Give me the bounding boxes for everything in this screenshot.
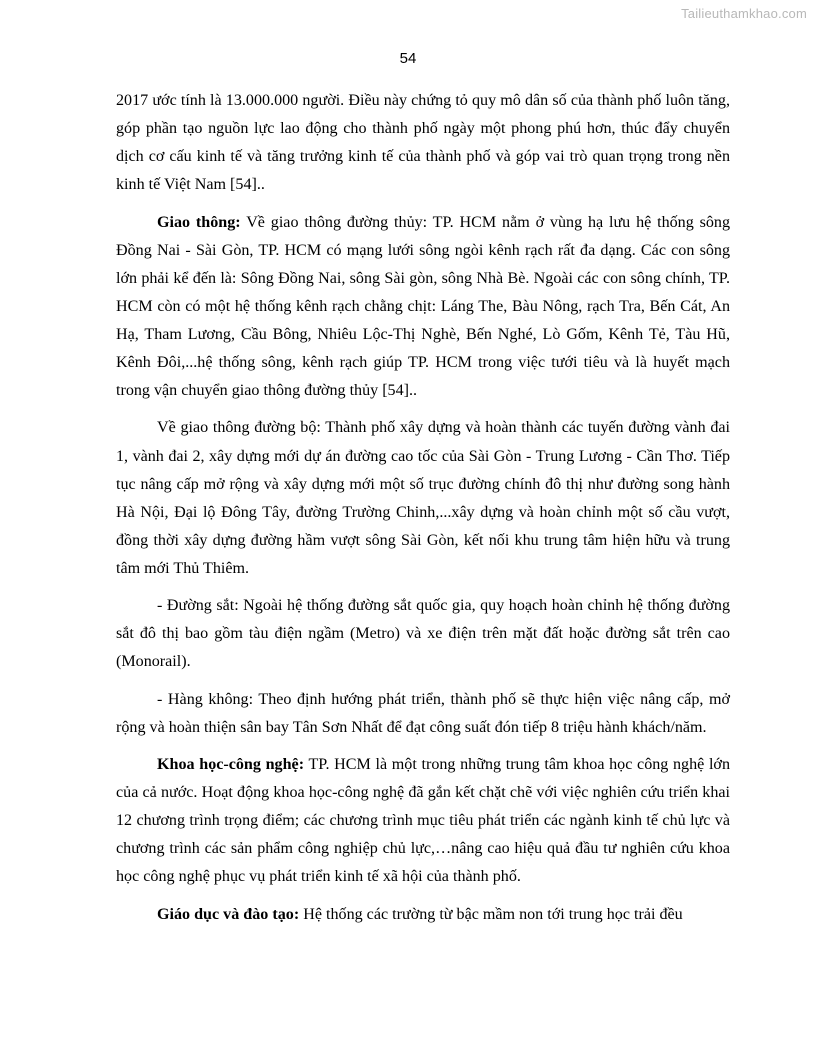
paragraph-text: 2017 ước tính là 13.000.000 người. Điều này chứng tỏ quy mô dân số của thành phố luôn tăng, góp phần tạo nguồn lực lao động cho thành phố ngày một phong phú hơn, thúc đẩy chuyển dịch cơ cấu kinh tế và tăng trưởng kinh tế của thành phố và góp vai trò quan trọng trong nền kinh tế Việt Nam [54].. — [116, 92, 730, 194]
paragraph-railway — [116, 592, 730, 676]
paragraph-population — [116, 87, 730, 199]
paragraph-text: - Hàng không: Theo định hướng phát triển, thành phố sẽ thực hiện việc nâng cấp, mở rộng và hoàn thiện sân bay Tân Sơn Nhất để đạt công suất đón tiếp 8 triệu hành khách/năm. — [116, 690, 730, 736]
page-number: 54 — [399, 50, 417, 67]
paragraph-text: Về giao thông đường thủy: TP. HCM nằm ở vùng hạ lưu hệ thống sông Đồng Nai - Sài Gòn, TP. HCM có mạng lưới sông ngòi kênh rạch rất đa dạng. Các con sông lớn phải kể đến là: Sông Đồng Nai, sông Sài gòn, sông Nhà Bè. Ngoài các con sông chính, TP. HCM còn có một hệ thống kênh rạch chằng chịt: Láng The, Bàu Nông, rạch Tra, Bến Cát, An Hạ, Tham Lương, Cầu Bông, Nhiêu Lộc-Thị Nghè, Bến Nghé, Lò Gốm, Kênh Tẻ, Tàu Hũ, Kênh Đôi,...hệ thống sông, kênh rạch giúp TP. HCM trong việc tưới tiêu và là huyết mạch trong vận chuyển giao thông đường thủy [54].. — [116, 213, 730, 400]
paragraph-text: Về giao thông đường bộ: Thành phố xây dựng và hoàn thành các tuyến đường vành đai 1, vành đai 2, xây dựng mới dự án đường cao tốc của Sài Gòn - Trung Lương - Cần Thơ. Tiếp tục nâng cấp mở rộng và xây dựng mới một số trục đường chính đô thị như đường song hành Hà Nội, Đại lộ Đông Tây, đường Trường Chinh,...xây dựng và hoàn chỉnh một số cầu vượt, đồng thời xây dựng đường hầm vượt sông Sài Gòn, kết nối khu trung tâm hiện hữu và trung tâm mới Thủ Thiêm. — [116, 419, 730, 577]
document-body — [116, 87, 730, 938]
paragraph-aviation — [116, 686, 730, 742]
paragraph-text: Hệ thống các trường từ bậc mầm non tới trung học trải đều — [299, 905, 683, 923]
watermark: Tailieuthamkhao.com — [681, 6, 807, 21]
paragraph-education — [116, 901, 730, 929]
paragraph-transport — [116, 209, 730, 406]
paragraph-heading: Giáo dục và đào tạo: — [157, 905, 300, 923]
paragraph-roads — [116, 414, 730, 583]
paragraph-science — [116, 751, 730, 891]
paragraph-heading: Khoa học-công nghệ: — [157, 756, 305, 773]
paragraph-heading: Giao thông: — [157, 213, 241, 231]
paragraph-text: TP. HCM là một trong những trung tâm khoa học công nghệ lớn của cả nước. Hoạt động khoa học-công nghệ đã gắn kết chặt chẽ với việc nghiên cứu triển khai 12 chương trình trọng điểm; các chương trình mục tiêu phát triển các ngành kinh tế chủ lực và chương trình các sản phẩm công nghiệp chủ lực,…nâng cao hiệu quả đầu tư nghiên cứu khoa học công nghệ phục vụ phát triển kinh tế xã hội của thành phố. — [116, 756, 730, 886]
paragraph-text: - Đường sắt: Ngoài hệ thống đường sắt quốc gia, quy hoạch hoàn chỉnh hệ thống đường sắt đô thị bao gồm tàu điện ngầm (Metro) và xe điện trên mặt đất hoặc đường sắt trên cao (Monorail). — [116, 597, 730, 671]
